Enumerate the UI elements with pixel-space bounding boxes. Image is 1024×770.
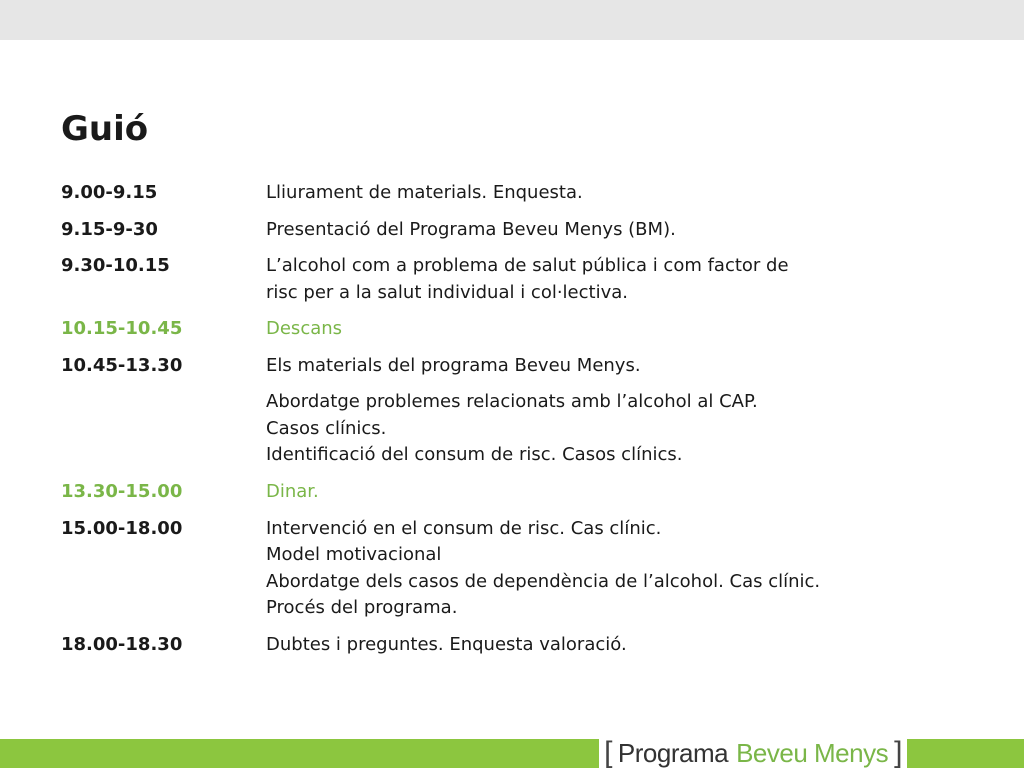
brand-name: Beveu Menys	[736, 737, 889, 768]
schedule-row	[61, 353, 961, 390]
schedule-row	[61, 253, 961, 316]
schedule-text: Dinar.	[266, 481, 319, 502]
brand-logo	[599, 736, 907, 770]
schedule-time: 15.00-18.00	[61, 517, 183, 539]
schedule-text: Intervenció en el consum de risc. Cas clínic. Model motivacional Abordatge dels casos de dependència de l’alcohol. Cas clínic. Procés del programa.	[266, 517, 821, 618]
brand-close-bracket: ]	[894, 736, 902, 769]
schedule-text: Abordatge problemes relacionats amb l’alcohol al CAP. Casos clínics. Identificació del consum de risc. Casos clínics.	[266, 391, 758, 465]
schedule-text: Descans	[266, 318, 343, 339]
schedule-text: Els materials del programa Beveu Menys.	[266, 354, 641, 376]
schedule-time: 9.00-9.15	[61, 182, 158, 203]
brand-open-bracket: [	[604, 736, 612, 769]
schedule-text: L’alcohol com a problema de salut pública i com factor de risc per a la salut individual i col·lectiva.	[266, 255, 789, 303]
schedule-row-break	[61, 479, 961, 516]
top-bar	[0, 0, 1024, 40]
schedule-row	[61, 632, 961, 669]
schedule-text: Presentació del Programa Beveu Menys (BM).	[266, 218, 676, 240]
schedule-row	[61, 516, 961, 632]
schedule-text: Lliurament de materials. Enquesta.	[266, 182, 583, 203]
schedule	[61, 180, 961, 668]
schedule-time	[61, 389, 266, 479]
schedule-row	[61, 180, 961, 217]
schedule-time: 9.30-10.15	[61, 255, 170, 276]
schedule-time: 10.15-10.45	[61, 318, 183, 339]
schedule-time: 10.45-13.30	[61, 354, 183, 376]
schedule-row-break	[61, 316, 961, 353]
schedule-text: Dubtes i preguntes. Enquesta valoració.	[266, 633, 627, 655]
schedule-time: 9.15-9-30	[61, 218, 158, 240]
schedule-time: 13.30-15.00	[61, 481, 183, 502]
schedule-row	[61, 389, 961, 479]
brand-program-label: Programa	[617, 737, 729, 768]
schedule-row	[61, 217, 961, 254]
slide-title: Guió	[61, 109, 149, 149]
schedule-time: 18.00-18.30	[61, 633, 183, 655]
